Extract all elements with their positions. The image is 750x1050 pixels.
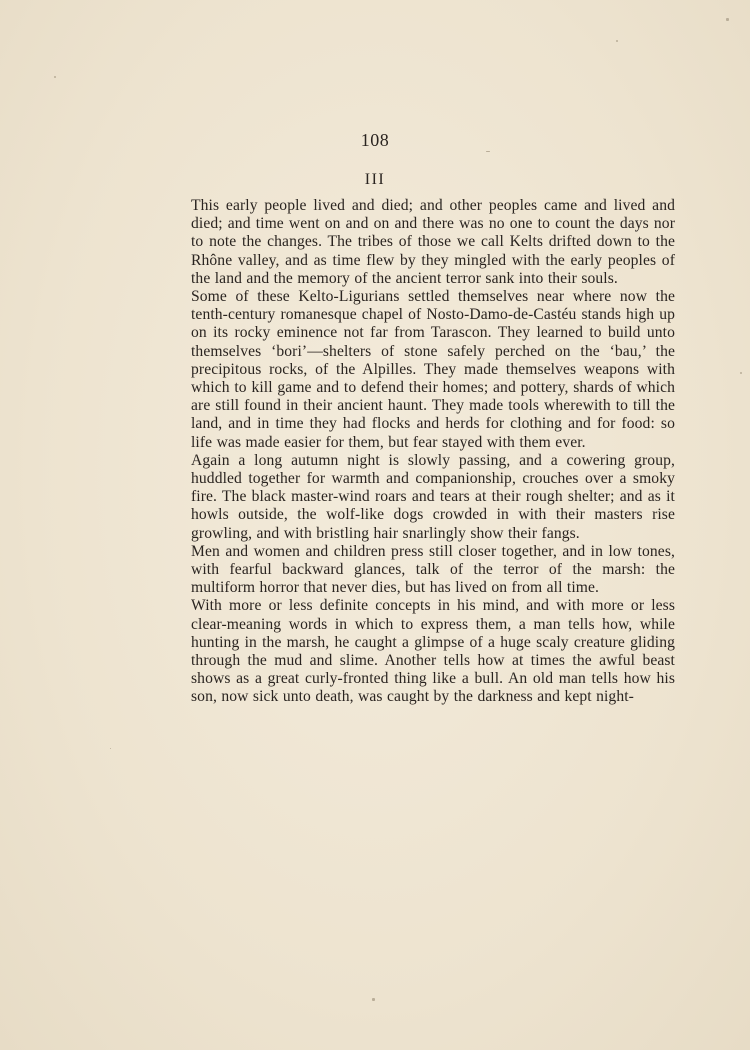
paragraph-1: This early people lived and died; and other peoples came and lived and died; and time went on and on and there was no one to count the days nor to note the changes. The tribes of those we call Kelts drifted down to the Rhône valley, and as time flew by they mingled with the early peoples of the land and the memory of the ancient terror sank into their souls.	[191, 197, 675, 287]
paragraph-5: With more or less definite concepts in his mind, and with more or less clear-meaning words in which to express them, a man tells how, while hunting in the marsh, he caught a glimpse of a huge scaly creature gliding through the mud and slime. Another tells how at times the awful beast shows as a great curly-fronted thing like a bull. An old man tells how his son, now sick unto death, was caught by the darkness and kept night-	[191, 597, 675, 706]
paper-speck	[726, 18, 729, 21]
paper-speck	[486, 151, 490, 152]
paper-speck	[372, 998, 375, 1001]
paragraph-3: Again a long autumn night is slowly passing, and a cowering group, huddled together for warmth and companionship, crouches over a smoky fire. The black master-wind roars and tears at their rough shelter; and as it howls outside, the wolf-like dogs crowded in with their masters rise growling, and with bristling hair snarlingly show their fangs.	[191, 451, 675, 542]
section-heading: III	[364, 171, 386, 188]
paper-speck	[110, 748, 111, 749]
paper-speck	[616, 40, 618, 42]
paper-speck	[740, 372, 742, 374]
body-text	[191, 197, 675, 707]
paragraph-4: Men and women and children press still closer together, and in low tones, with fearful backward glances, talk of the terror of the marsh: the multiform horror that never dies, but has lived on from all time.	[191, 542, 675, 597]
page-number: 108	[360, 130, 390, 150]
paragraph-2: Some of these Kelto-Ligurians settled themselves near where now the tenth-century romanesque chapel of Nosto-Damo-de-Castéu stands high up on its rocky eminence not far from Tarascon. They learned to build unto themselves ‘bori’—shelters of stone safely perched on the ‘bau,’ the precipitous rocks, of the Alpilles. They made themselves weapons with which to kill game and to defend their homes; and pottery, shards of which are still found in their ancient haunt. They made tools wherewith to till the land, and in time they had flocks and herds for clothing and for food: so life was made easier for them, but fear stayed with them ever.	[191, 288, 675, 451]
paper-speck	[54, 76, 56, 78]
